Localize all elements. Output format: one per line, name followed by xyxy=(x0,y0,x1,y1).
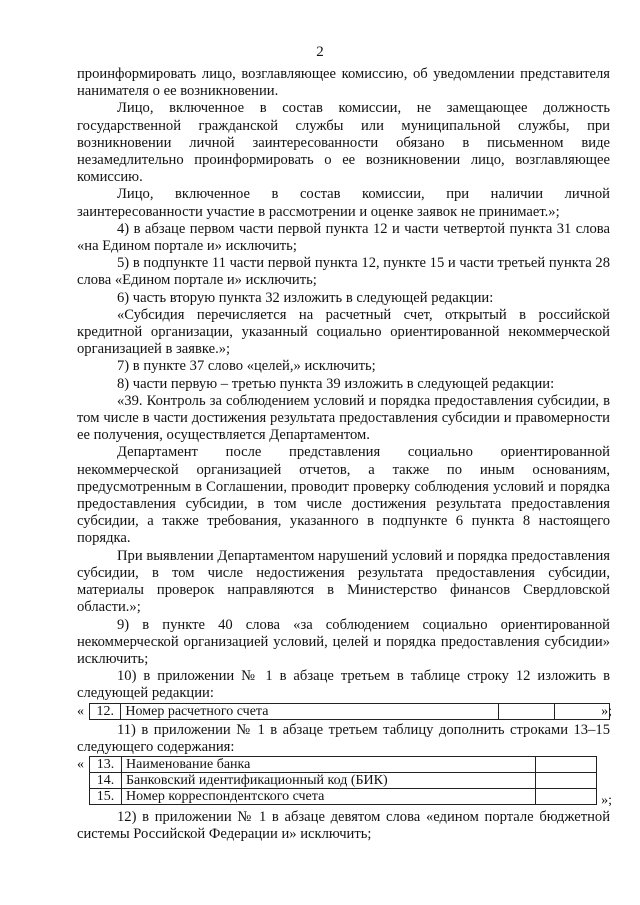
paragraph: 6) часть вторую пункта 32 изложить в следующей редакции: xyxy=(117,289,494,306)
paragraph: 8) части первую – третью пункта 39 изложить в следующей редакции: xyxy=(117,375,555,392)
paragraph: «39. Контроль за соблюдением условий и порядка предоставления субсидии, в том числе в части достижения результата предоставления субсидии и правомерности ее получения, осуществляется Департаментом. xyxy=(77,392,610,444)
table-row xyxy=(90,788,597,804)
open-quote: « xyxy=(77,756,84,772)
paragraph: 5) в подпункте 11 части первой пункта 12, пункте 15 и части третьей пункта 28 слова «Едином портале и» исключить; xyxy=(77,255,610,289)
row-number: 15. xyxy=(90,788,122,804)
row-number: 14. xyxy=(90,772,122,788)
row-text: Банковский идентификационный код (БИК) xyxy=(122,772,536,788)
row-number: 12. xyxy=(90,703,121,719)
table-row xyxy=(90,703,610,719)
empty-cell xyxy=(536,788,597,804)
paragraph: 9) в пункте 40 слова «за соблюдением социально ориентированной некоммерческой организацией условий, целей и порядка предоставления субсидии» исключить; xyxy=(77,616,610,667)
open-quote: « xyxy=(77,703,84,719)
paragraph: 12) в приложении № 1 в абзаце девятом слова «едином портале бюджетной системы Российской Федерации и» исключить; xyxy=(77,808,610,843)
empty-cell xyxy=(536,756,597,772)
row-text: Номер расчетного счета xyxy=(121,703,499,719)
table-row xyxy=(90,756,597,772)
paragraph: Лицо, включенное в состав комиссии, при наличии личной заинтересованности участие в рассмотрении и оценке заявок не принимает.»; xyxy=(77,186,610,220)
row-text: Номер корреспондентского счета xyxy=(122,788,536,804)
paragraph: проинформировать лицо, возглавляющее комиссию, об уведомлении представителя нанимателя о ее возникновении. xyxy=(77,66,610,100)
paragraph: 10) в приложении № 1 в абзаце третьем в таблице строку 12 изложить в следующей редакции: xyxy=(77,668,610,702)
paragraph: 4) в абзаце первом части первой пункта 12 и части четвертой пункта 31 слова «на Едином портале и» исключить; xyxy=(77,220,610,255)
paragraph: 11) в приложении № 1 в абзаце третьем таблицу дополнить строками 13–15 следующего содержания: xyxy=(77,721,610,755)
page-number: 2 xyxy=(316,44,324,60)
empty-cell xyxy=(536,772,597,788)
empty-cell xyxy=(499,703,554,719)
table-a xyxy=(89,703,610,720)
close-quote: »; xyxy=(601,703,612,719)
table-b-block xyxy=(77,756,610,809)
row-number: 13. xyxy=(90,756,122,772)
paragraph: «Субсидия перечисляется на расчетный счет, открытый в российской кредитной организации, указанный социально ориентированной некоммерческой организацией в заявке.»; xyxy=(77,306,610,358)
paragraph: 7) в пункте 37 слово «целей,» исключить; xyxy=(117,358,376,375)
document-body xyxy=(77,66,610,843)
table-a-block xyxy=(77,703,610,722)
table-row xyxy=(90,772,597,788)
row-text: Наименование банка xyxy=(122,756,536,772)
table-b xyxy=(89,756,597,805)
paragraph: Лицо, включенное в состав комиссии, не замещающее должность государственной гражданской службы или муниципальной службы, при возникновении личной заинтересованности обязано в письменном виде незамедлительно проинформировать о ее возникновении лицо, возглавляющее комиссию. xyxy=(77,100,610,186)
paragraph: Департамент после представления социально ориентированной некоммерческой организацией отчетов, а также по иным основаниям, предусмотренным в Соглашении, проводит проверку соблюдения условий и порядка предоставления субсидии, в том числе достижения результата предоставления субсидии, а также требования, указанного в подпункте 6 пункта 8 настоящего порядка. xyxy=(77,444,610,547)
close-quote: »; xyxy=(601,792,612,808)
paragraph: При выявлении Департаментом нарушений условий и порядка предоставления субсидии, в том числе недостижения результата предоставления субсидии, материалы проверок направляются в Министерство финансов Свердловской области.»; xyxy=(77,547,610,616)
